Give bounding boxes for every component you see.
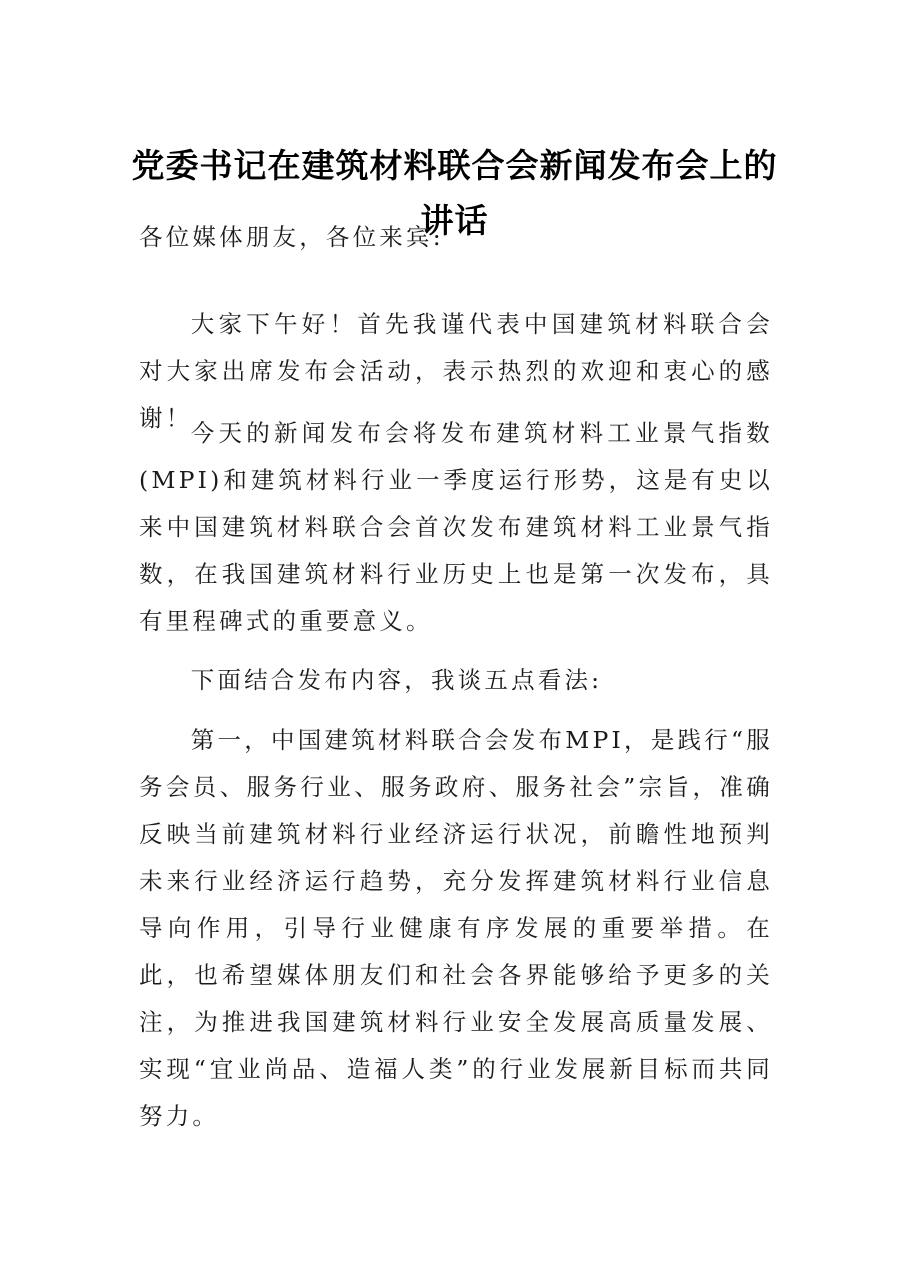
paragraph-five-points-intro: 下面结合发布内容，我谈五点看法:	[190, 666, 603, 694]
paragraph-point-one: 第一，中国建筑材料联合会发布MPI，是践行“服务会员、服务行业、服务政府、服务社会”宗旨，准确反映当前建筑材料行业经济运行状况，前瞻性地预判未来行业经济运行趋势，充分发挥建筑材料行业信息导向作用，引导行业健康有序发展的重要举措。在此，也希望媒体朋友们和社会各界能够给予更多的关注，为推进我国建筑材料行业安全发展高质量发展、实现“宜业尚品、造福人类”的行业发展新目标而共同努力。	[139, 726, 773, 1130]
paragraph-welcome: 大家下午好！首先我谨代表中国建筑材料联合会对大家出席发布会活动，表示热烈的欢迎和衷心的感谢！	[139, 310, 773, 432]
document-title: 党委书记在建筑材料联合会新闻发布会上的讲话	[131, 146, 778, 240]
greeting-line: 各位媒体朋友，各位来宾:	[139, 223, 444, 251]
paragraph-mpi-release: 今天的新闻发布会将发布建筑材料工业景气指数(MPI)和建筑材料行业一季度运行形势，这是有史以来中国建筑材料联合会首次发布建筑材料工业景气指数，在我国建筑材料行业历史上也是第一次发布，具有里程碑式的重要意义。	[139, 419, 773, 635]
